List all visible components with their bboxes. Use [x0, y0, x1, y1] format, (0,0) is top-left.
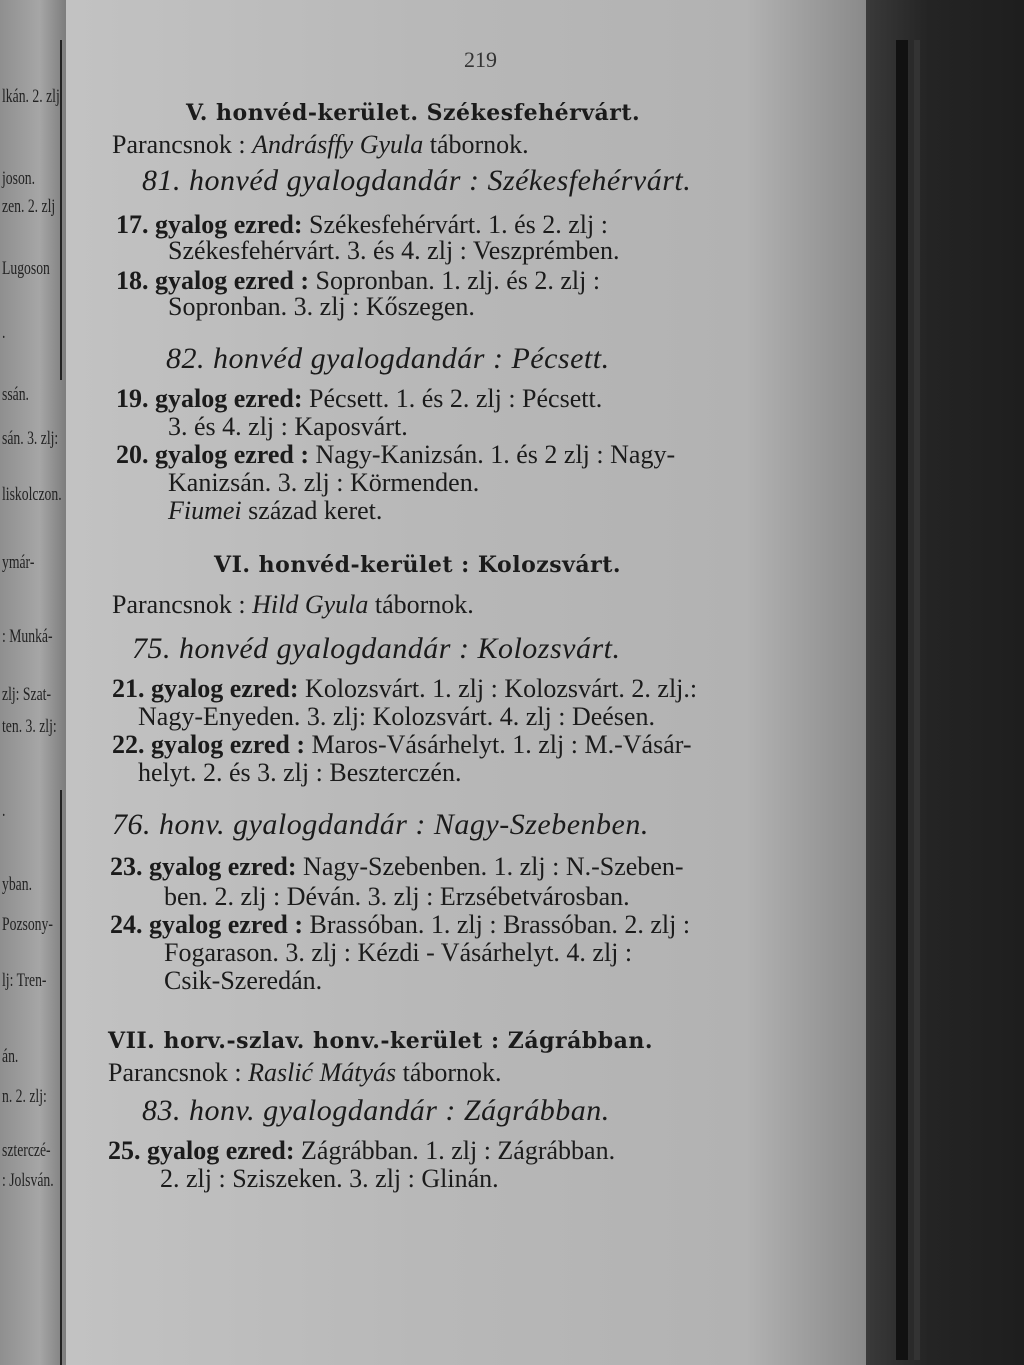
regiment-number: 21. [112, 674, 145, 703]
left-fragment: : Jolsván. [2, 1170, 54, 1191]
regiment-text: 2. zlj : Sziszeken. 3. zlj : Glinán. [160, 1164, 499, 1193]
column-rule [60, 790, 62, 1365]
regiment-entry [110, 910, 690, 940]
book-edge [866, 0, 1024, 1365]
regiment-entry [108, 1136, 615, 1166]
left-fragment: . [2, 800, 6, 821]
regiment-label: gyalog ezred: [149, 852, 297, 881]
regiment-label: gyalog ezred : [151, 730, 306, 759]
commander-rank: tábornok. [402, 1058, 502, 1087]
left-fragment: zlj: Szat- [2, 684, 52, 705]
page-edge-strip [914, 40, 920, 1360]
commander-name: Hild Gyula [252, 590, 369, 619]
regiment-text: Maros-Vásárhelyt. 1. zlj : M.-Vásár- [311, 730, 692, 759]
regiment-number: 25. [108, 1136, 141, 1165]
left-fragment: lj: Tren- [2, 970, 47, 991]
regiment-text: Kanizsán. 3. zlj : Körmenden. [168, 468, 480, 497]
regiment-text: Székesfehérvárt. 3. és 4. zlj : Veszprémben. [168, 236, 620, 265]
regiment-text: Nagy-Kanizsán. 1. és 2 zlj : Nagy- [315, 440, 676, 469]
regiment-number: 22. [112, 730, 145, 759]
left-fragment: zen. 2. zlj [2, 196, 56, 217]
commander-label: Parancsnok : [112, 590, 246, 619]
commander-name: Raslić Mátyás [248, 1058, 397, 1087]
left-fragment: lkán. 2. zlj [2, 86, 60, 107]
district-heading: VII. horv.-szlav. honv.-kerület : Zágrábban. [108, 1028, 653, 1054]
page-number: 219 [464, 47, 497, 72]
regiment-number: 17. [116, 210, 149, 239]
regiment-entry [112, 730, 692, 760]
regiment-label: gyalog ezred: [155, 210, 303, 239]
regiment-entry [112, 674, 697, 704]
regiment-text: Sopronban. 1. zlj. és 2. zlj : [315, 266, 601, 295]
regiment-text: Székesfehérvárt. 1. és 2. zlj : [309, 210, 608, 239]
left-fragment: Lugoson [2, 258, 50, 279]
regiment-number: 23. [110, 852, 143, 881]
regiment-text: ben. 2. zlj : Déván. 3. zlj : Erzsébetvárosban. [164, 882, 630, 911]
left-fragment: ymár- [2, 552, 35, 573]
regiment-number: 19. [116, 384, 149, 413]
note-line [168, 496, 382, 526]
regiment-text: Brassóban. 1. zlj : Brassóban. 2. zlj : [309, 910, 691, 939]
note-italic: Fiumei [168, 496, 242, 525]
district-heading: V. honvéd-kerület. Székesfehérvárt. [186, 100, 641, 126]
regiment-text: Sopronban. 3. zlj : Kőszegen. [168, 292, 475, 321]
column-rule [60, 40, 62, 380]
commander-rank: tábornok. [374, 590, 474, 619]
left-fragment: án. [2, 1046, 19, 1067]
commander-rank: tábornok. [429, 130, 529, 159]
regiment-label: gyalog ezred : [155, 440, 310, 469]
book-page [66, 0, 866, 1365]
left-fragment: liskolczon. [2, 484, 62, 505]
regiment-text: helyt. 2. és 3. zlj : Beszterczén. [138, 758, 462, 787]
left-fragment: : Munká- [2, 626, 53, 647]
commander-line [112, 130, 529, 160]
regiment-entry [116, 440, 675, 470]
brigade-heading: 75. honvéd gyalogdandár : Kolozsvárt. [132, 632, 621, 665]
left-fragment: sán. 3. zlj: [2, 428, 59, 449]
left-fragment: szterczé- [2, 1140, 51, 1161]
regiment-number: 24. [110, 910, 143, 939]
brigade-heading: 81. honvéd gyalogdandár : Székesfehérvárt. [142, 164, 692, 197]
left-fragment: n. 2. zlj: [2, 1086, 47, 1107]
left-fragment: Pozsony- [2, 914, 53, 935]
regiment-label: gyalog ezred: [147, 1136, 295, 1165]
regiment-text: Nagy-Szebenben. 1. zlj : N.-Szeben- [303, 852, 684, 881]
regiment-text: Zágrábban. 1. zlj : Zágrábban. [301, 1136, 616, 1165]
left-fragment: . [2, 322, 6, 343]
commander-name: Andrásffy Gyula [252, 130, 424, 159]
regiment-label: gyalog ezred: [155, 384, 303, 413]
regiment-text: Csik-Szeredán. [164, 966, 323, 995]
regiment-number: 18. [116, 266, 149, 295]
regiment-label: gyalog ezred: [151, 674, 299, 703]
regiment-entry [116, 384, 602, 414]
commander-label: Parancsnok : [108, 1058, 242, 1087]
note-text: század keret. [248, 496, 383, 525]
left-page-fragment [0, 0, 66, 1365]
left-fragment: ssán. [2, 384, 29, 405]
left-fragment: joson. [2, 168, 36, 189]
brigade-heading: 82. honvéd gyalogdandár : Pécsett. [166, 342, 610, 375]
page-edge-strip [896, 40, 908, 1360]
regiment-text: Nagy-Enyeden. 3. zlj: Kolozsvárt. 4. zlj : Deésen. [138, 702, 655, 731]
brigade-heading: 76. honv. gyalogdandár : Nagy-Szebenben. [112, 808, 649, 841]
regiment-text: Fogarason. 3. zlj : Kézdi - Vásárhelyt. 4. zlj : [164, 938, 633, 967]
regiment-entry [110, 852, 684, 882]
regiment-number: 20. [116, 440, 149, 469]
regiment-label: gyalog ezred : [155, 266, 310, 295]
regiment-text: Pécsett. 1. és 2. zlj : Pécsett. [309, 384, 603, 413]
district-heading: VI. honvéd-kerület : Kolozsvárt. [214, 552, 622, 578]
left-fragment: ten. 3. zlj: [2, 716, 57, 737]
regiment-text: Kolozsvárt. 1. zlj : Kolozsvárt. 2. zlj.: [305, 674, 698, 703]
regiment-text: 3. és 4. zlj : Kaposvárt. [168, 412, 408, 441]
commander-line [112, 590, 474, 620]
regiment-label: gyalog ezred : [149, 910, 304, 939]
brigade-heading: 83. honv. gyalogdandár : Zágrábban. [142, 1094, 610, 1127]
commander-line [108, 1058, 502, 1088]
commander-label: Parancsnok : [112, 130, 246, 159]
left-fragment: yban. [2, 874, 33, 895]
